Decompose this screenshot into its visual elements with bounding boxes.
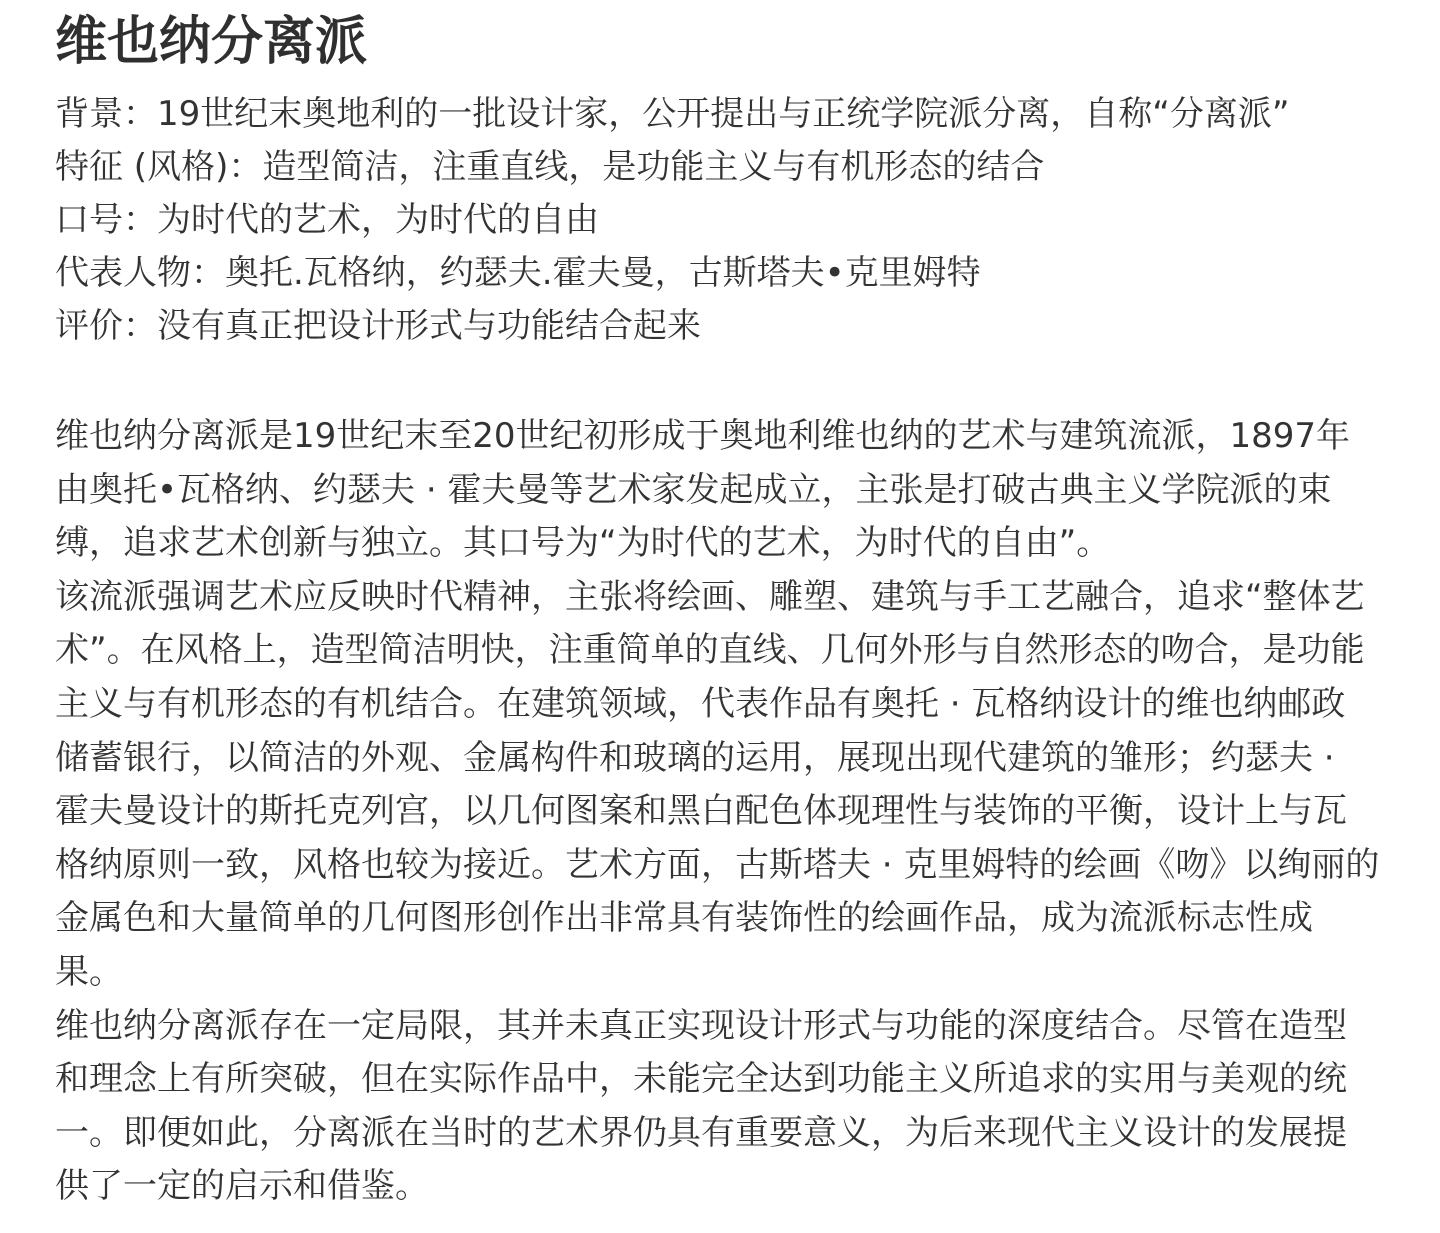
summary-label: 代表人物：: [55, 253, 225, 293]
text-line: 和理念上有所突破，但在实际作品中，未能完全达到功能主义所追求的实用与美观的统: [55, 1059, 1347, 1100]
summary-item-features: [55, 141, 1290, 194]
text-line: 缚，追求艺术创新与独立。其口号为“为时代的艺术，为时代的自由”。: [55, 523, 1111, 564]
text-line: 储蓄银行，以简洁的外观、金属构件和玻璃的运用，展现出现代建筑的雏形；约瑟夫 ·: [55, 737, 1335, 778]
summary-item-evaluation: [55, 300, 1290, 353]
text-line: 金属色和大量简单的几何图形创作出非常具有装饰性的绘画作品，成为流派标志性成: [55, 898, 1313, 939]
summary-value: 为时代的艺术，为时代的自由: [157, 200, 599, 240]
summary-value: 没有真正把设计形式与功能结合起来: [157, 306, 701, 346]
paragraph-style-and-works: [55, 571, 1379, 1000]
text-line: 术”。在风格上，造型简洁明快，注重简单的直线、几何外形与自然形态的吻合，是功能: [55, 630, 1365, 671]
text-line: 霍夫曼设计的斯托克列宫，以几何图案和黑白配色体现理性与装饰的平衡，设计上与瓦: [55, 791, 1347, 832]
summary-value: 19世纪末奥地利的一批设计家，公开提出与正统学院派分离，自称“分离派”: [157, 94, 1290, 134]
summary-list: [55, 88, 1290, 353]
text-line: 供了一定的启示和借鉴。: [55, 1166, 429, 1207]
article-body: [55, 410, 1379, 1214]
summary-label: 背景：: [55, 94, 157, 134]
summary-item-representatives: [55, 247, 1290, 300]
text-line: 一。即便如此，分离派在当时的艺术界仍具有重要意义，为后来现代主义设计的发展提: [55, 1112, 1347, 1153]
text-line: 维也纳分离派存在一定局限，其并未真正实现设计形式与功能的深度结合。尽管在造型: [55, 1005, 1347, 1046]
page-title: 维也纳分离派: [55, 12, 368, 72]
summary-item-slogan: [55, 194, 1290, 247]
summary-item-background: [55, 88, 1290, 141]
text-line: 该流派强调艺术应反映时代精神，主张将绘画、雕塑、建筑与手工艺融合，追求“整体艺: [55, 576, 1365, 617]
text-line: 主义与有机形态的有机结合。在建筑领域，代表作品有奥托 · 瓦格纳设计的维也纳邮政: [55, 683, 1346, 724]
summary-value: 造型简洁，注重直线，是功能主义与有机形态的结合: [262, 147, 1045, 187]
text-line: 格纳原则一致，风格也较为接近。艺术方面，古斯塔夫 · 克里姆特的绘画《吻》以绚丽的: [55, 844, 1380, 885]
paragraph-overview: [55, 410, 1379, 571]
summary-label: 评价：: [55, 306, 157, 346]
summary-label: 口号：: [55, 200, 157, 240]
summary-label: 特征 (风格)：: [55, 147, 263, 187]
text-line: 果。: [55, 951, 123, 992]
text-line: 维也纳分离派是19世纪末至20世纪初形成于奥地利维也纳的艺术与建筑流派，1897年: [55, 416, 1351, 456]
summary-value: 奥托.瓦格纳，约瑟夫.霍夫曼，古斯塔夫•克里姆特: [225, 253, 981, 293]
text-line: 由奥托•瓦格纳、约瑟夫 · 霍夫曼等艺术家发起成立，主张是打破古典主义学院派的束: [55, 469, 1332, 510]
paragraph-limitations: [55, 1000, 1379, 1214]
